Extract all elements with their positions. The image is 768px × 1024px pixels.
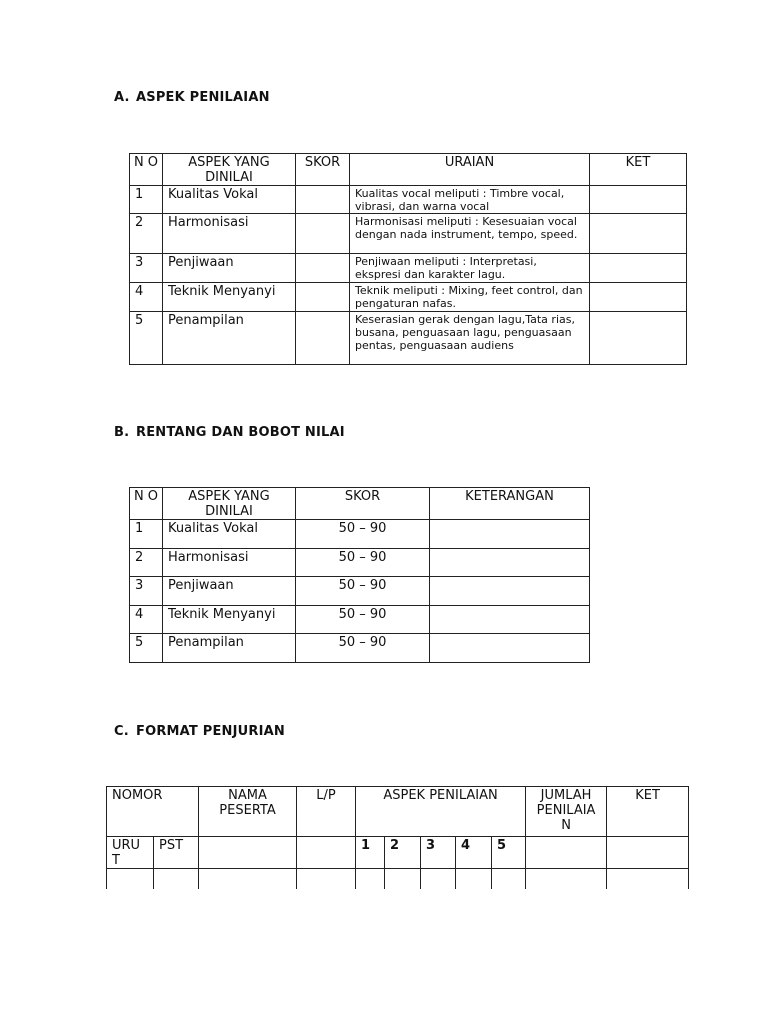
row-no: 5 (130, 312, 163, 365)
header-keterangan: KETERANGAN (430, 488, 590, 520)
cell-empty (297, 837, 356, 869)
header-urut: URU T (107, 837, 154, 869)
row-no: 1 (130, 520, 163, 549)
row-aspek: Teknik Menyanyi (163, 283, 296, 312)
row-ket (590, 312, 687, 365)
header-ket: KET (607, 787, 689, 837)
section-a-heading (114, 90, 270, 105)
row-aspek: Kualitas Vokal (163, 520, 296, 549)
row-keterangan (430, 520, 590, 549)
cell-empty (492, 869, 526, 889)
cell-empty (607, 837, 689, 869)
row-skor: 50 – 90 (296, 634, 430, 663)
row-keterangan (430, 606, 590, 634)
cell-empty (385, 869, 421, 889)
section-c-title: FORMAT PENJURIAN (136, 724, 285, 739)
section-c-label: C. (114, 724, 129, 739)
header-aspek-1: 1 (356, 837, 385, 869)
row-uraian: Kualitas vocal meliputi : Timbre vocal, vibrasi, dan warna vocal (350, 186, 590, 214)
cell-empty (607, 869, 689, 889)
header-aspek: ASPEK YANG DINILAI (163, 154, 296, 186)
row-uraian: Keserasian gerak dengan lagu,Tata rias, busana, penguasaan lagu, penguasaan pentas, penguasaan audiens (350, 312, 590, 365)
row-no: 5 (130, 634, 163, 663)
section-b-heading (114, 425, 345, 440)
row-skor (296, 254, 350, 283)
row-skor: 50 – 90 (296, 549, 430, 577)
row-no: 1 (130, 186, 163, 214)
row-no: 4 (130, 606, 163, 634)
row-skor: 50 – 90 (296, 606, 430, 634)
cell-empty (456, 869, 492, 889)
section-a-title: ASPEK PENILAIAN (136, 90, 270, 105)
header-ket: KET (590, 154, 687, 186)
cell-empty (199, 837, 297, 869)
aspek-penilaian-table (129, 153, 687, 365)
cell-empty (356, 869, 385, 889)
row-no: 3 (130, 577, 163, 606)
header-aspek-4: 4 (456, 837, 492, 869)
row-ket (590, 254, 687, 283)
row-aspek: Harmonisasi (163, 214, 296, 254)
format-penjurian-table (106, 786, 689, 889)
header-no: N O (130, 154, 163, 186)
section-c-heading (114, 724, 285, 739)
section-a-label: A. (114, 90, 130, 105)
header-skor: SKOR (296, 488, 430, 520)
row-keterangan (430, 549, 590, 577)
row-aspek: Penampilan (163, 312, 296, 365)
row-keterangan (430, 634, 590, 663)
row-skor (296, 312, 350, 365)
header-nomor: NOMOR (107, 787, 199, 837)
cell-empty (526, 869, 607, 889)
header-aspek-penilaian: ASPEK PENILAIAN (356, 787, 526, 837)
row-skor (296, 283, 350, 312)
row-uraian: Penjiwaan meliputi : Interpretasi, ekspresi dan karakter lagu. (350, 254, 590, 283)
row-uraian: Teknik meliputi : Mixing, feet control, dan pengaturan nafas. (350, 283, 590, 312)
row-aspek: Penjiwaan (163, 577, 296, 606)
cell-empty (107, 869, 154, 889)
header-skor: SKOR (296, 154, 350, 186)
row-aspek: Kualitas Vokal (163, 186, 296, 214)
row-skor: 50 – 90 (296, 520, 430, 549)
cell-empty (154, 869, 199, 889)
header-pst: PST (154, 837, 199, 869)
row-aspek: Harmonisasi (163, 549, 296, 577)
cell-empty (526, 837, 607, 869)
header-aspek: ASPEK YANG DINILAI (163, 488, 296, 520)
row-no: 3 (130, 254, 163, 283)
header-aspek-2: 2 (385, 837, 421, 869)
row-ket (590, 214, 687, 254)
row-no: 2 (130, 214, 163, 254)
row-no: 4 (130, 283, 163, 312)
header-aspek-5: 5 (492, 837, 526, 869)
row-keterangan (430, 577, 590, 606)
row-no: 2 (130, 549, 163, 577)
cell-empty (421, 869, 456, 889)
section-b-title: RENTANG DAN BOBOT NILAI (136, 425, 345, 440)
row-ket (590, 283, 687, 312)
row-skor (296, 186, 350, 214)
row-ket (590, 186, 687, 214)
header-lp: L/P (297, 787, 356, 837)
cell-empty (199, 869, 297, 889)
header-nama-peserta: NAMA PESERTA (199, 787, 297, 837)
row-aspek: Teknik Menyanyi (163, 606, 296, 634)
row-skor (296, 214, 350, 254)
section-b-label: B. (114, 425, 130, 440)
row-uraian: Harmonisasi meliputi : Kesesuaian vocal dengan nada instrument, tempo, speed. (350, 214, 590, 254)
row-aspek: Penjiwaan (163, 254, 296, 283)
rentang-bobot-table (129, 487, 590, 663)
header-no: N O (130, 488, 163, 520)
cell-empty (297, 869, 356, 889)
header-jumlah-penilaian: JUMLAH PENILAIA N (526, 787, 607, 837)
row-aspek: Penampilan (163, 634, 296, 663)
row-skor: 50 – 90 (296, 577, 430, 606)
header-uraian: URAIAN (350, 154, 590, 186)
header-aspek-3: 3 (421, 837, 456, 869)
